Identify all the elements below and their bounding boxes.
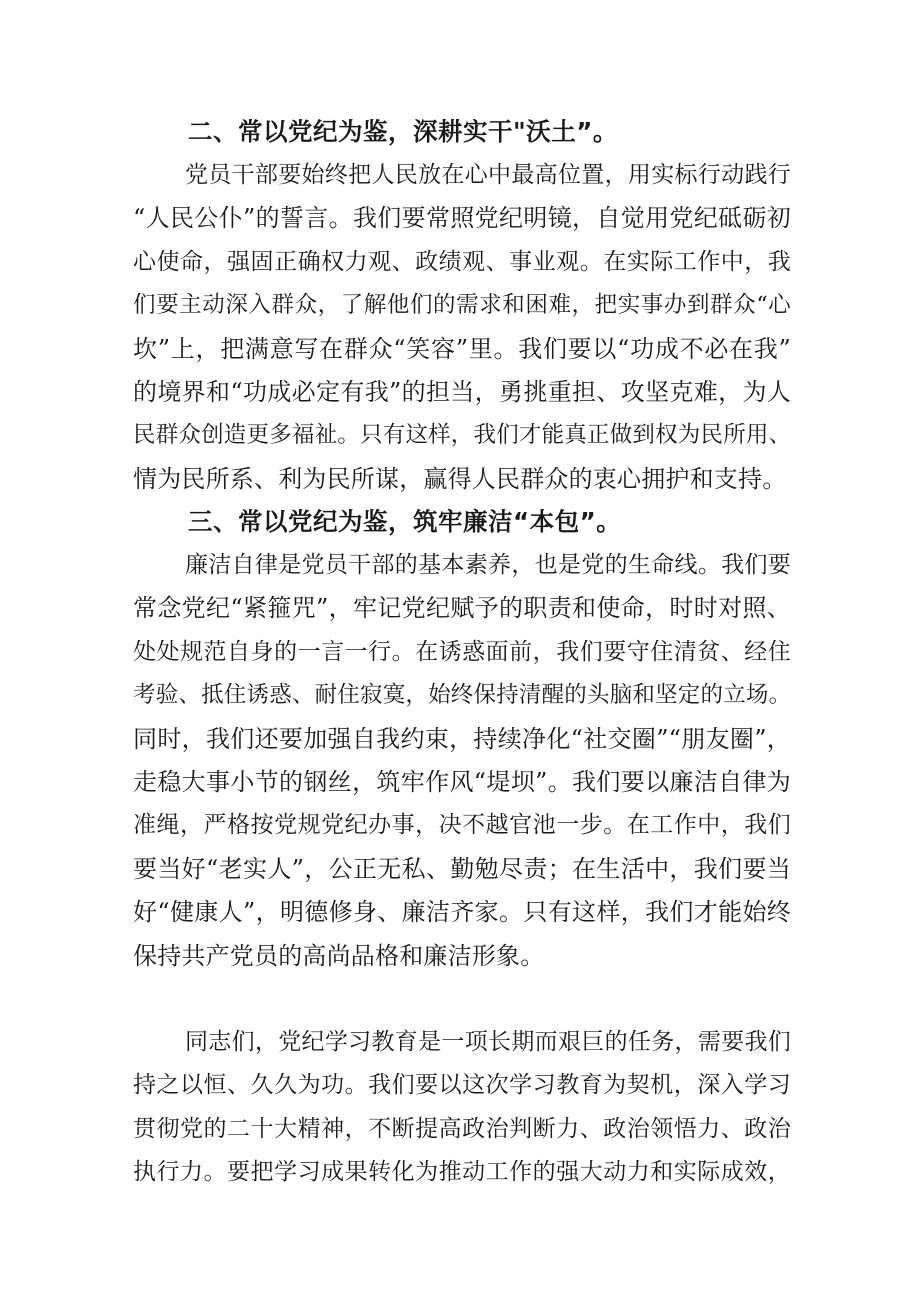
section-2-paragraph	[133, 154, 791, 501]
paragraph-line: 持之以恒、久久为功。我们要以这次学习教育为契机，深入学习	[133, 1072, 791, 1099]
paragraph-line: 廉洁自律是党员干部的基本素养，也是党的生命线。我们要	[185, 552, 791, 578]
paragraph-line: 心使命，强固正确权力观、政绩观、事业观。在实际工作中，我	[133, 248, 791, 275]
paragraph-line: 好“健康人”，明德修身、廉洁齐家。只有这样，我们才能始终	[133, 898, 791, 927]
paragraph-line: 执行力。要把学习成果转化为推动工作的强大动力和实际成效，	[133, 1159, 791, 1186]
paragraph-line: 贯彻党的二十大精神，不断提高政治判断力、政治领悟力、政治	[133, 1115, 791, 1142]
paragraph-line: 同志们，党纪学习教育是一项长期而艰巨的任务，需要我们	[185, 1029, 791, 1055]
paragraph-line: 保持共产党员的高尚品格和廉洁形象。	[133, 941, 545, 970]
paragraph-line: 处处规范自身的一言一行。在诱惑面前，我们要守住清贫、经住	[133, 638, 791, 665]
paragraph-line: “人民公仆”的誓言。我们要常照党纪明镜，自觉用党纪砥砺初	[133, 204, 791, 233]
paragraph-line: 走稳大事小节的钢丝，筑牢作风“堤坝”。我们要以廉洁自律为	[133, 767, 791, 796]
paragraph-line: 的境界和“功成必定有我”的担当，勇挑重担、攻坚克难，为人	[133, 377, 791, 406]
paragraph-line: 党员干部要始终把人民放在心中最高位置，用实标行动践行	[185, 162, 791, 188]
section-3-heading: 三、常以党纪为鉴，筑牢廉洁“本包”。	[188, 507, 622, 536]
section-2-heading: 二、常以党纪为鉴，深耕实干"沃土”。	[188, 117, 618, 146]
paragraph-line: 准绳，严格按党规党纪办事，决不越官池一步。在工作中，我们	[133, 812, 791, 839]
paragraph-line: 民群众创造更多福祉。只有这样，我们才能真正做到权为民所用、	[133, 422, 792, 449]
closing-paragraph	[133, 1021, 791, 1195]
paragraph-line: 同时，我们还要加强自我约束，持续净化“社交圈”“朋友圈”，	[133, 724, 791, 753]
paragraph-line: 情为民所系、利为民所谋，赢得人民群众的衷心拥护和支持。	[133, 464, 787, 493]
paragraph-line: 常念党纪“紧箍咒”，牢记党纪赋予的职责和使命，时时对照、	[133, 594, 791, 623]
paragraph-line: 们要主动深入群众，了解他们的需求和困难，把实事办到群众“心	[133, 292, 791, 319]
section-3-paragraph	[133, 544, 791, 978]
paragraph-line: 坎”上，把满意写在群众“笑容”里。我们要以“功成不必在我”	[133, 334, 791, 363]
paragraph-line: 考验、抵住诱惑、耐住寂寞，始终保持清醒的头脑和坚定的立场。	[133, 682, 792, 709]
paragraph-line: 要当好“老实人”，公正无私、勤勉尽责；在生活中，我们要当	[133, 854, 791, 883]
